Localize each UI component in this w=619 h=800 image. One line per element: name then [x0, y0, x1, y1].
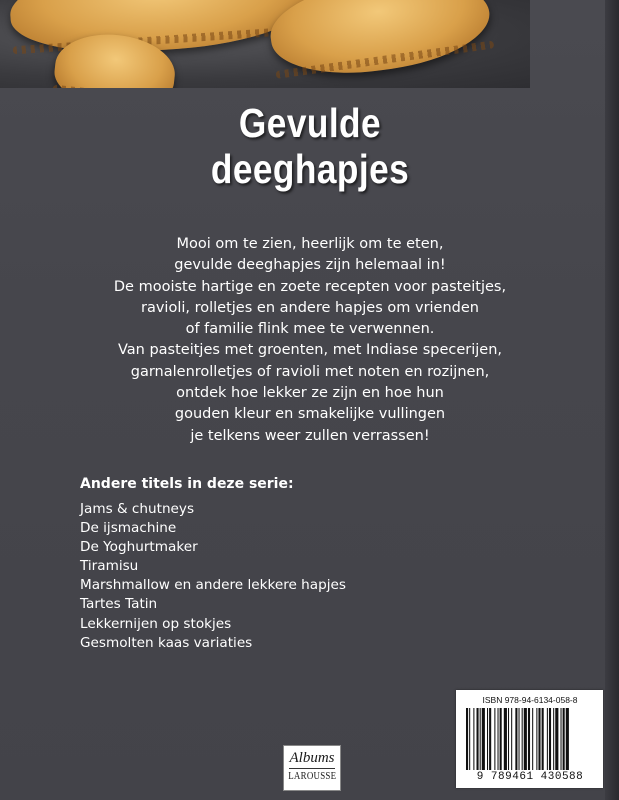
- barcode-bar: [466, 708, 468, 770]
- barcode-bar: [563, 708, 565, 770]
- list-item: Jams & chutneys: [80, 501, 195, 517]
- series-heading: Andere titels in deze serie:: [80, 476, 294, 492]
- barcode-bar: [480, 708, 481, 770]
- barcode-bar: [549, 708, 551, 770]
- barcode-bar: [561, 708, 562, 770]
- book-spine-edge: [605, 0, 619, 800]
- publisher-logo: [283, 745, 341, 791]
- logo-bottom-text: LAROUSSE: [288, 771, 337, 782]
- barcode-bar: [504, 708, 507, 770]
- logo-divider: [289, 768, 335, 769]
- barcode-bar: [511, 708, 512, 770]
- barcode-bar: [524, 708, 527, 770]
- blurb-line: ontdek hoe lekker ze zijn en hoe hun: [176, 385, 444, 402]
- pastry-photo: [0, 0, 530, 88]
- barcode-bar: [553, 708, 554, 770]
- list-item: Lekkernijen op stokjes: [80, 615, 232, 632]
- barcode-bar: [473, 708, 474, 770]
- blurb-line: of familie flink mee te verwennen.: [185, 321, 435, 338]
- title-line: Gevulde: [238, 100, 382, 146]
- blurb-text: [70, 234, 550, 447]
- barcode-bar: [547, 708, 548, 770]
- barcode-bar: [477, 708, 479, 770]
- barcode: [456, 690, 603, 788]
- blurb-line: Mooi om te zien, heerlijk om te eten,: [176, 236, 444, 252]
- blurb-line: De mooiste hartige en zoete recepten voor pasteitjes,: [113, 278, 507, 295]
- blurb-line: Van pasteitjes met groenten, met Indiase specerijen,: [117, 342, 503, 359]
- blurb-line: gouden kleur en smakelijke vullingen: [174, 406, 446, 423]
- barcode-bar: [532, 708, 533, 770]
- barcode-bar: [555, 708, 558, 770]
- barcode-bar: [469, 708, 470, 770]
- barcode-bar: [538, 708, 540, 770]
- barcode-bar: [536, 708, 537, 770]
- blurb-line: gevulde deeghapjes zijn helemaal in!: [174, 257, 446, 274]
- list-item: Marshmallow en andere lekkere hapjes: [80, 577, 346, 594]
- list-item: Gesmolten kaas variaties: [80, 634, 253, 651]
- barcode-bar: [500, 708, 502, 770]
- isbn-label: ISBN 978-94-6134-058-8: [482, 695, 578, 705]
- barcode-digits: 9 789461 430588: [476, 771, 584, 783]
- barcode-bars: [466, 708, 594, 770]
- barcode-bar: [494, 708, 495, 770]
- list-item: De ijsmachine: [80, 520, 177, 537]
- barcode-bar: [542, 708, 544, 770]
- logo-top-text: Albums: [289, 750, 335, 766]
- list-item: De Yoghurtmaker: [80, 539, 198, 556]
- list-item: Tartes Tatin: [80, 596, 158, 613]
- blurb-line: je telkens weer zullen verrassen!: [190, 427, 430, 444]
- barcode-bar: [508, 708, 509, 770]
- barcode-bar: [482, 708, 485, 770]
- list-item: Tiramisu: [80, 558, 139, 575]
- barcode-bar: [519, 708, 520, 770]
- barcode-bar: [487, 708, 488, 770]
- title-line: deeghapjes: [210, 146, 410, 192]
- barcode-bar: [515, 708, 517, 770]
- barcode-bar: [528, 708, 530, 770]
- barcode-bar: [566, 708, 569, 770]
- pastry-image: [265, 0, 495, 85]
- blurb-line: ravioli, rolletjes en andere hapjes om vrienden: [141, 299, 479, 316]
- series-list: [80, 500, 346, 653]
- barcode-bar: [498, 708, 499, 770]
- barcode-bar: [489, 708, 491, 770]
- book-title: [181, 100, 439, 192]
- barcode-bar: [522, 708, 523, 770]
- blurb-line: garnalenrolletjes of ravioli met noten en rozijnen,: [130, 363, 490, 380]
